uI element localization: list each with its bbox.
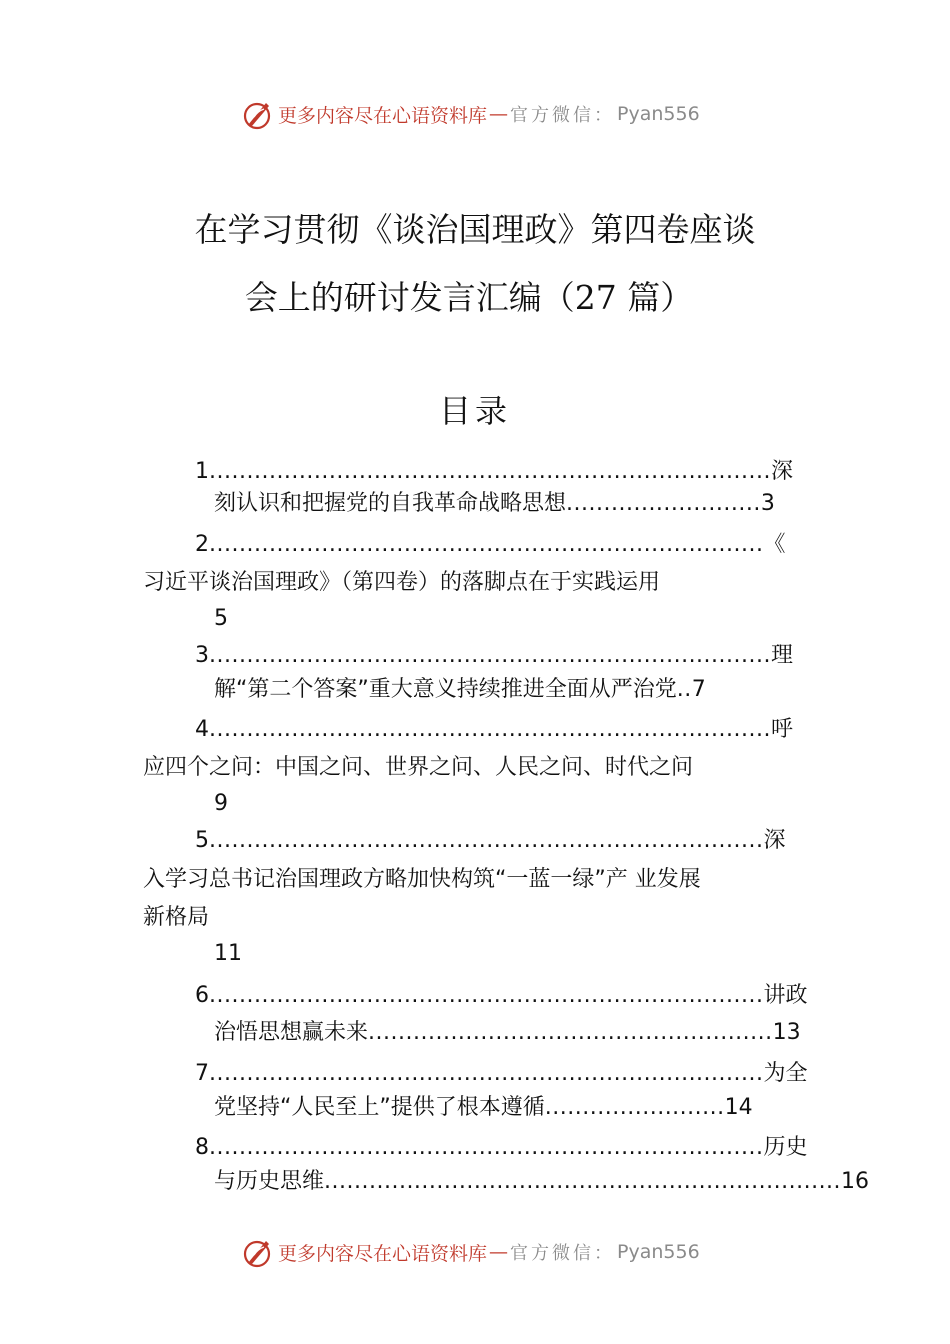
toc-entry-number: 3 xyxy=(195,643,209,668)
toc-entry-number: 2 xyxy=(195,532,209,557)
toc-leader-dots: ..................................................................... xyxy=(324,1169,842,1194)
toc-entry-number: 6 xyxy=(195,983,209,1008)
document-title-line-1: 在学习贯彻《谈治国理政》第四卷座谈 xyxy=(194,210,756,249)
toc-entry-7-line-1[interactable] xyxy=(195,1058,808,1090)
toc-entry-5-line-2[interactable] xyxy=(143,864,701,896)
toc-entry-3-line-1[interactable] xyxy=(195,640,793,672)
toc-entry-4-line-2[interactable] xyxy=(143,752,693,784)
watermark-separator: — xyxy=(489,103,509,125)
toc-entry-text: 党坚持“人民至上”提供了根本遵循 xyxy=(214,1095,545,1120)
toc-leader-dots: .......................................................................... xyxy=(209,983,764,1008)
toc-entry-7-line-2[interactable] xyxy=(214,1092,753,1124)
toc-entry-text: 治悟思想赢未来 xyxy=(214,1020,369,1045)
toc-entry-text: 与历史思维 xyxy=(214,1169,325,1194)
toc-entry-text: 应四个之问：中国之问、世界之问、人民之问、时代之问 xyxy=(143,755,694,780)
toc-entry-number: 4 xyxy=(195,717,209,742)
toc-entry-3-line-2[interactable] xyxy=(214,674,706,706)
toc-entry-2-line-2[interactable] xyxy=(143,567,660,599)
toc-entry-text: 《 xyxy=(763,532,786,557)
toc-entry-5-line-1[interactable] xyxy=(195,825,786,857)
watermark-header xyxy=(240,96,700,132)
toc-entry-2-page[interactable]: 5 xyxy=(214,606,228,631)
toc-entry-5-line-3[interactable] xyxy=(143,902,209,934)
toc-entry-6-line-2[interactable] xyxy=(214,1017,801,1049)
toc-entry-text: 理 xyxy=(771,643,794,668)
toc-entry-8-line-1[interactable] xyxy=(195,1132,808,1164)
toc-entry-text: 深 xyxy=(763,828,786,853)
watermark-official: 官方微信： xyxy=(510,105,616,126)
toc-leader-dots: .......................................................................... xyxy=(209,1135,764,1160)
toc-heading: 目录 xyxy=(438,392,511,430)
toc-entry-text: 呼 xyxy=(771,717,794,742)
toc-page-number: 13 xyxy=(772,1020,801,1045)
toc-leader-dots: ........................................................................... xyxy=(209,459,771,484)
toc-entry-8-line-2[interactable] xyxy=(214,1166,869,1198)
toc-entry-text: 讲政 xyxy=(763,983,808,1008)
toc-leader-dots: .......................... xyxy=(566,491,761,516)
toc-entry-1-line-1[interactable] xyxy=(195,456,793,488)
document-title-line-2: 会上的研讨发言汇编（27 篇） xyxy=(244,278,694,317)
toc-entry-4-page[interactable]: 9 xyxy=(214,791,228,816)
toc-leader-dots: .......................................................................... xyxy=(209,828,764,853)
toc-entry-text: 习近平谈治国理政》（第四卷）的落脚点在于实践运用 xyxy=(143,570,661,595)
toc-leader-dots: ........................................................................... xyxy=(209,717,771,742)
toc-page-number: 16 xyxy=(841,1169,870,1194)
toc-entry-number: 8 xyxy=(195,1135,209,1160)
toc-entry-4-line-1[interactable] xyxy=(195,714,793,746)
watermark-text: 更多内容尽在心语资料库 xyxy=(278,104,488,127)
watermark-footer xyxy=(240,1234,700,1270)
toc-entry-text: 入学习总书记治国理政方略加快构筑“一蓝一绿”产 业发展 xyxy=(143,867,701,892)
toc-entry-text: 深 xyxy=(771,459,794,484)
toc-leader-dots: .......................................................................... xyxy=(209,532,764,557)
watermark-id: Pyan556 xyxy=(617,103,700,125)
toc-leader-dots: .......................................................................... xyxy=(209,1061,764,1086)
toc-entry-text: 刻认识和把握党的自我革命战略思想 xyxy=(214,491,567,516)
watermark-id: Pyan556 xyxy=(617,1241,700,1263)
watermark-official: 官方微信： xyxy=(510,1243,616,1264)
toc-entry-text: 为全 xyxy=(763,1061,808,1086)
quill-logo-icon xyxy=(240,1235,274,1269)
toc-entry-6-line-1[interactable] xyxy=(195,980,808,1012)
watermark-separator: — xyxy=(489,1241,509,1263)
toc-entry-text: 解“第二个答案”重大意义持续推进全面从严治党 xyxy=(214,677,677,702)
toc-leader-dots: .. xyxy=(676,677,692,702)
toc-entry-2-line-1[interactable] xyxy=(195,529,786,561)
toc-entry-1-line-2[interactable] xyxy=(214,488,775,520)
toc-leader-dots: ...................................................... xyxy=(368,1020,773,1045)
toc-leader-dots: ........................ xyxy=(544,1095,725,1120)
watermark-text: 更多内容尽在心语资料库 xyxy=(278,1242,488,1265)
toc-page-number: 7 xyxy=(691,677,706,702)
toc-leader-dots: ........................................................................... xyxy=(209,643,771,668)
toc-entry-number: 5 xyxy=(195,828,209,853)
toc-entry-number: 1 xyxy=(195,459,209,484)
toc-page-number: 3 xyxy=(760,491,775,516)
toc-entry-number: 7 xyxy=(195,1061,209,1086)
quill-logo-icon xyxy=(240,97,274,131)
toc-entry-5-page[interactable]: 11 xyxy=(214,941,242,966)
toc-entry-text: 新格局 xyxy=(143,905,210,930)
toc-entry-text: 历史 xyxy=(763,1135,808,1160)
toc-page-number: 14 xyxy=(724,1095,753,1120)
